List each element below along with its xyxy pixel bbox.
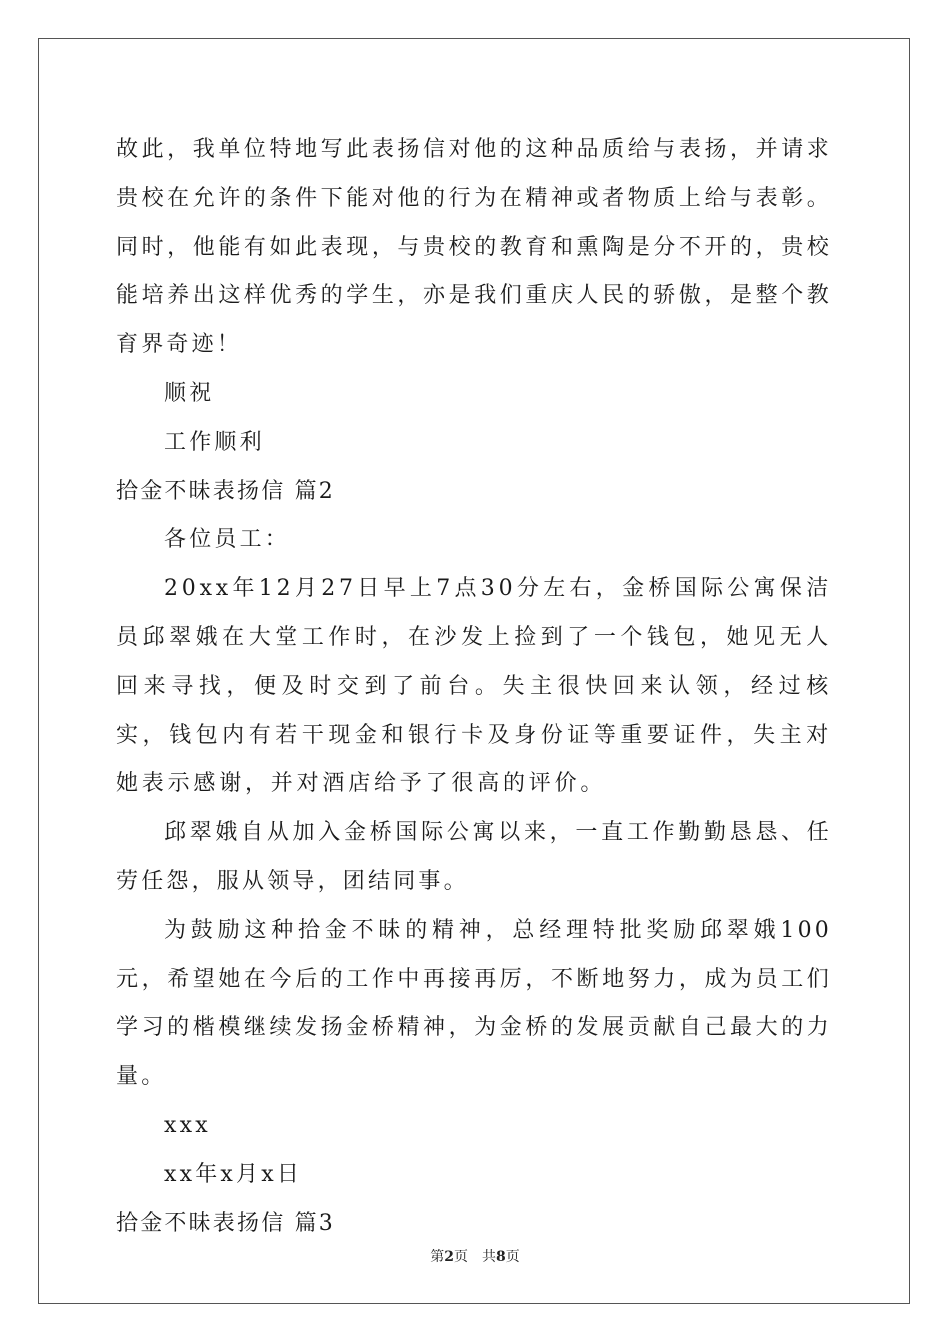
paragraph-reward: 为鼓励这种拾金不昧的精神，总经理特批奖励邱翠娥100元，希望她在今后的工作中再接再厉，不断地努力，成为员工们学习的楷模继续发扬金桥精神，为金桥的发展贡献自己最大的力量。 <box>116 917 832 1090</box>
paragraph-incident: 20xx年12月27日早上7点30分左右，金桥国际公寓保洁员邱翠娥在大堂工作时，在沙发上捡到了一个钱包，她见无人回来寻找，便及时交到了前台。失主很快回来认领，经过核实，钱包内有若干现金和银行卡及身份证等重要证件，失主对她表示感谢，并对酒店给予了很高的评价。 <box>116 576 832 797</box>
closing-wish: 工作顺利 <box>164 429 265 455</box>
paragraph-conclusion: 故此，我单位特地写此表扬信对他的这种品质给与表扬，并请求贵校在允许的条件下能对他的行为在精神或者物质上给与表彰。同时，他能有如此表现，与贵校的教育和熏陶是分不开的，贵校能培养出这样优秀的学生，亦是我们重庆人民的骄傲，是整个教育界奇迹！ <box>116 137 832 358</box>
document-body <box>116 126 832 1248</box>
signature: xxx <box>164 1112 211 1138</box>
section-heading-2: 拾金不昧表扬信 篇2 <box>116 478 335 504</box>
current-page-number: 2 <box>444 1249 454 1265</box>
page-number-footer <box>0 1246 950 1266</box>
greeting: 各位员工： <box>164 527 291 553</box>
closing-salutation: 顺祝 <box>164 380 215 406</box>
section-heading-3: 拾金不昧表扬信 篇3 <box>116 1210 335 1236</box>
footer-suffix: 页 <box>505 1249 520 1265</box>
paragraph-employee-record: 邱翠娥自从加入金桥国际公寓以来，一直工作勤勤恳恳、任劳任怨，服从领导，团结同事。 <box>116 820 832 894</box>
total-page-count: 8 <box>496 1249 506 1265</box>
footer-middle: 页 共 <box>454 1249 496 1265</box>
signature-date: xx年x月x日 <box>164 1161 303 1187</box>
footer-prefix: 第 <box>430 1249 445 1265</box>
